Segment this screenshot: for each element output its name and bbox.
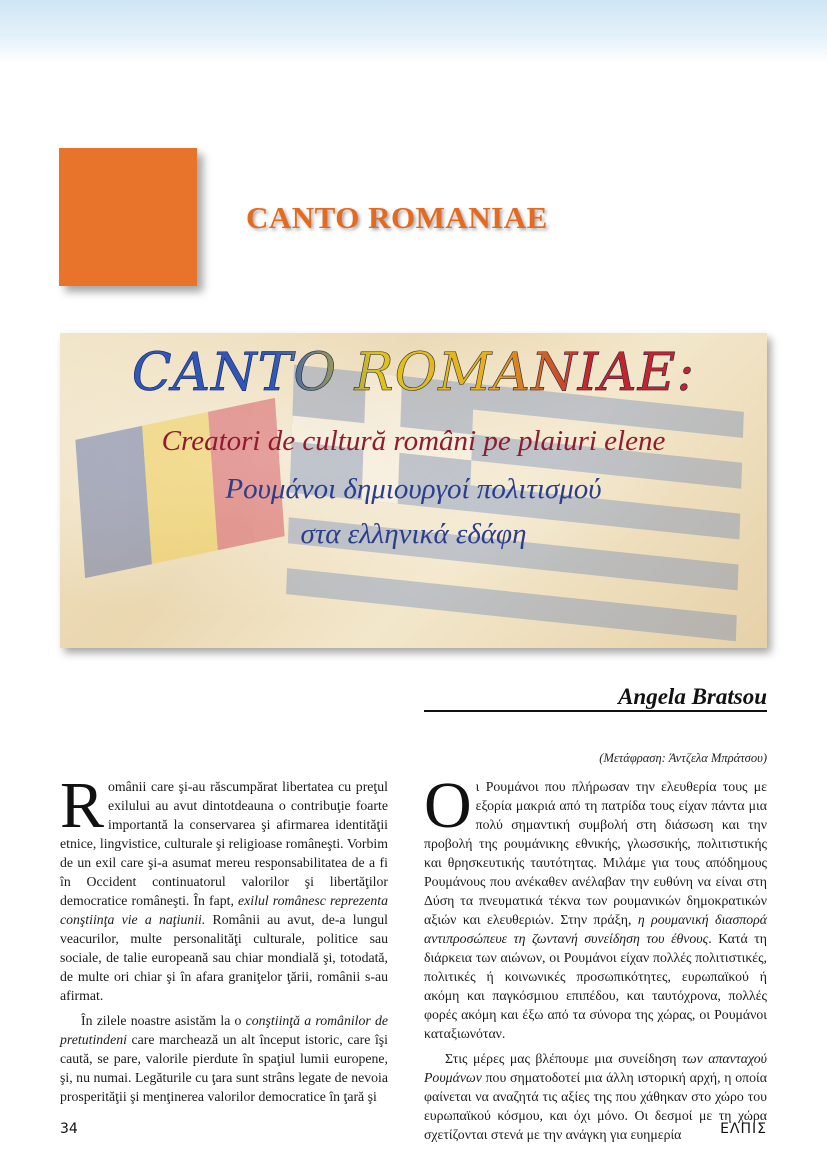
journal-name: ΕΛΠΙΣ: [720, 1121, 767, 1137]
paragraph-text: În zilele noastre asistăm la o: [81, 1013, 246, 1028]
author-name: Angela Bratsou: [618, 684, 767, 709]
greek-text-column: [424, 769, 768, 1150]
translation-credit: (Μετάφραση: Άντζελα Μπράτσου): [599, 751, 767, 765]
banner-subtitle-greek-line1: Ρουμάνοι δημιουργοί πολιτισμού: [225, 473, 602, 505]
paragraph-text: . Κατά τη διάρκεια των αιώνων, οι Ρουμάνοι είχαν πολλές πολιτιστικές, πολιτικές ή κοινωνικές προσωπικότητες, ευρωπαϊκού ή ακόμη και παγκόσμιου επιπέδου, και ταυτόχρονα, πολλές φορές ακόμη και έξω από τα σύνορα της χώρας, οι Ρουμάνοι καταξιωνόταν.: [424, 931, 767, 1041]
author-divider: [424, 710, 767, 712]
paragraph-text: Românii au avut, de-a lungul veacurilor, multe personalităţi culturale, politice sau sociale, de talie europeană sau chiar mondială şi, totodată, de multe ori chiar şi în afara graniţelor ţării, românii s-au afirmat.: [60, 912, 388, 1003]
paragraph-text: omânii care şi-au răscumpărat libertatea cu preţul exilului au avut dintotdeauna o contribuţie foarte importantă la conservarea şi afirmarea identităţii etnice, lingvistice, culturale şi religioase româneşti. Vorbim de un exil care şi-a asumat mereu responsabilitatea de a fi în Occident continuatorul valorilor şi libertăţilor democratice româneşti. În fapt,: [60, 779, 388, 908]
paragraph-emphasis: των απανταχού Ρουμάνων: [424, 1051, 767, 1085]
banner-subtitle-romanian: Creatori de cultură români pe plaiuri elene: [161, 425, 666, 457]
paragraph-emphasis: η ρουμανική διασπορά αντιπροσώπευε τη ζωντανή συνείδηση του έθνους: [424, 912, 768, 946]
paragraph-emphasis: exilul românesc reprezenta conştiinţa vie a naţiunii.: [60, 893, 388, 927]
section-marker-square: [59, 148, 197, 286]
paragraph-text: που σηματοδοτεί μια άλλη ιστορική αρχή, η οποία φαίνεται να αναζητά τις αξίες της που χάθηκαν στο χώρο του ευρωπαϊκού κόσμου, και όχι μόνο. Οι δεσμοί με τη χώρα σχετίζονται στενά με την ανάγκη για ευημερία: [424, 1070, 767, 1142]
banner-subtitle-greek-line2: στα ελληνικά εδάφη: [300, 518, 527, 550]
top-gradient-band: [0, 0, 827, 62]
paragraph-text: care marchează un alt început istoric, care îşi caută, se pare, valorile pierdute în spaţiul lumii europene, şi, nu numai. Legăturile cu ţara sunt strâns legate de nevoia prosperităţii şi menţinerea valorilor democratice în ţară şi: [60, 1032, 388, 1104]
paragraph-text: Στις μέρες μας βλέπουμε μια συνείδηση: [445, 1051, 682, 1066]
drop-cap: R: [60, 769, 105, 842]
paragraph: [424, 1049, 767, 1144]
romanian-text-column: [60, 769, 389, 1112]
paragraph-emphasis: conştiinţă a românilor de pretutindeni: [60, 1013, 389, 1047]
drop-cap: O: [424, 769, 472, 842]
paragraph-text: ι Ρουμάνοι που πλήρωσαν την ελευθερία τους με εξορία μακριά από τη πατρίδα τους είχαν πάντα μια πολύ σημαντική συμβολή στη διάσωση και την προβολή της ρουμάνικης εθνικής, γλωσσικής, πολιτιστικής και θρησκευτικής ταυτότητας. Μιλάμε για τους απόδημους Ρουμάνους που ανέκαθεν ανέλαβαν την ευθύνη να είναι στη Δύση τα πνευματικά τέκνα των ρουμανικών δημοκρατικών αξιών και ελευθεριών. Στην πράξη,: [424, 779, 767, 927]
paragraph: [60, 769, 388, 1005]
section-title: CANTO ROMANIAE: [246, 200, 548, 235]
paragraph: [424, 769, 768, 1043]
title-banner: [60, 333, 767, 648]
paragraph: [60, 1011, 388, 1106]
page-number: 34: [60, 1121, 78, 1137]
banner-title: CANTO ROMANIAE:: [60, 343, 767, 403]
